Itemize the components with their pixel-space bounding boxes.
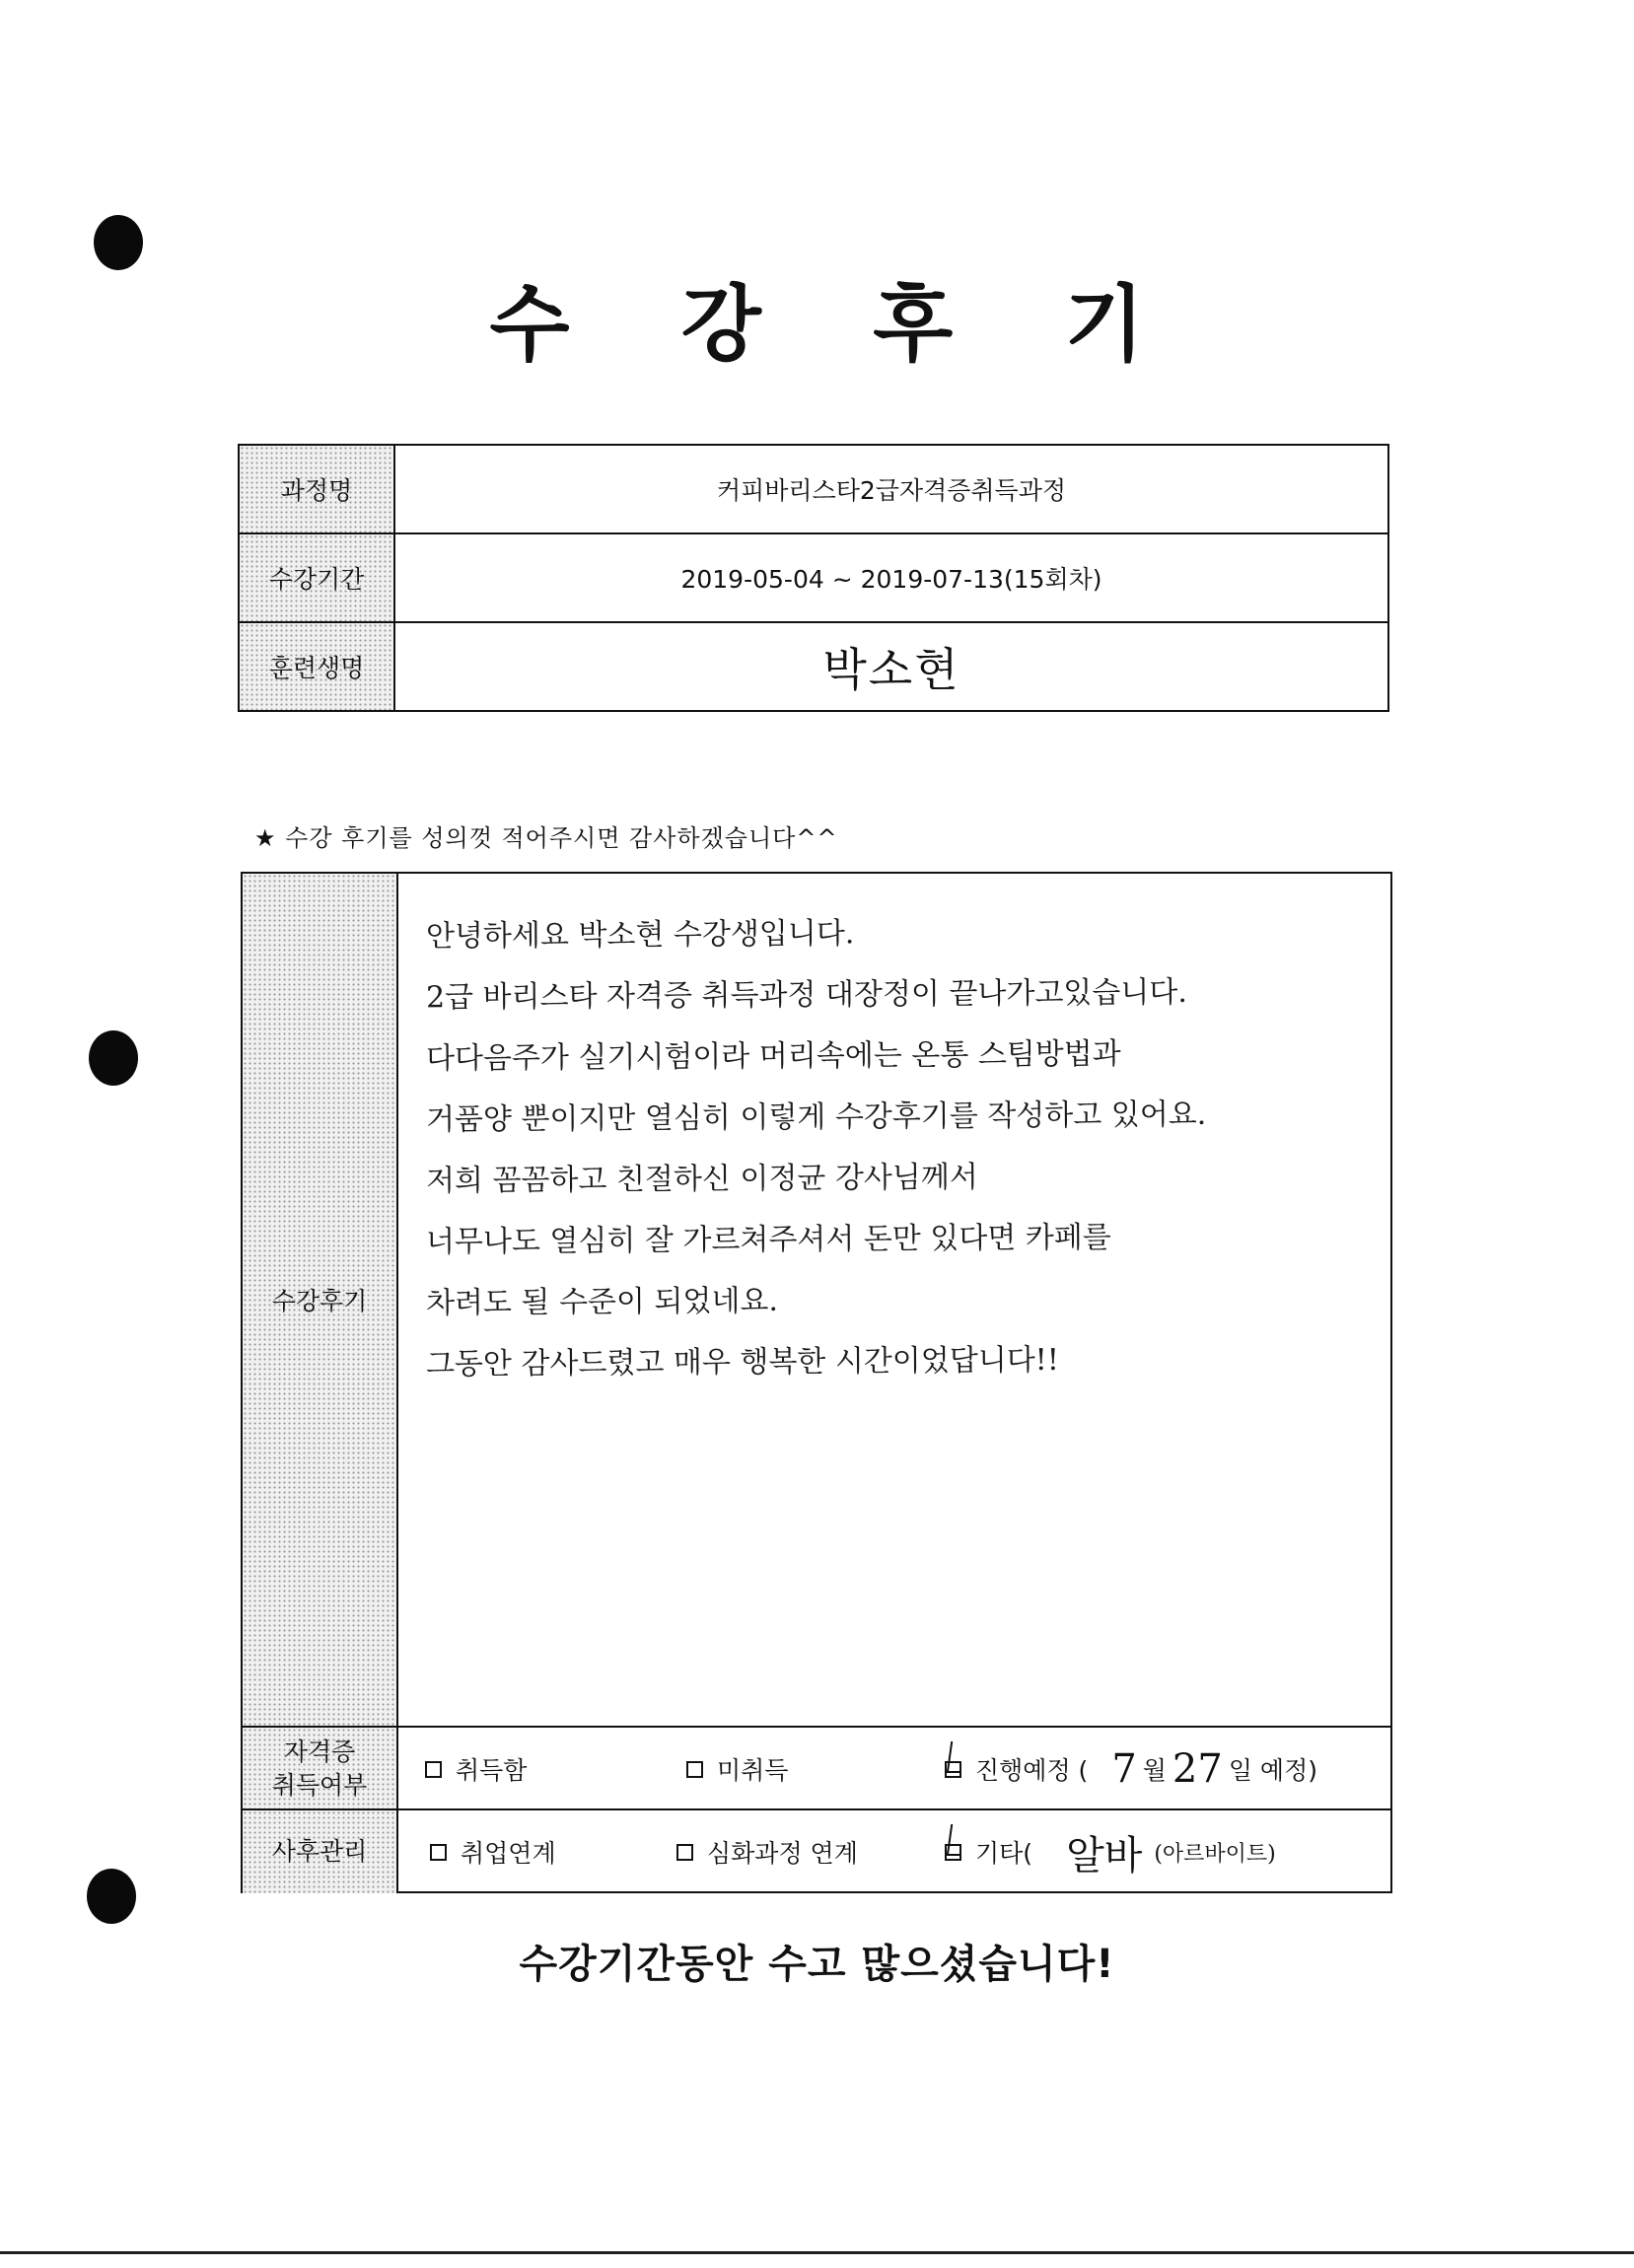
option-scheduled-label: 진행예정 (: [975, 1756, 1089, 1785]
scheduled-day: 27: [1172, 1746, 1223, 1792]
option-advanced-course-label: 심화과정 연계: [707, 1839, 858, 1868]
aftercare-row: [243, 1808, 1390, 1893]
course-name-row: [239, 445, 1388, 533]
page-title: 수 강 후 기: [489, 276, 1186, 373]
certificate-label-line: 취득여부: [271, 1771, 368, 1800]
punch-hole: [89, 1030, 138, 1086]
other-note: (아르바이트): [1154, 1841, 1276, 1867]
review-line: 다다음주가 실기시험이라 머리속에는 온통 스팀방법과: [425, 1036, 1121, 1077]
certificate-row: [243, 1726, 1390, 1810]
trainee-name-row: [239, 622, 1388, 711]
option-job-link-label: 취업연계: [461, 1839, 556, 1868]
review-line: 너무나도 열심히 잘 가르쳐주셔서 돈만 있다면 카페를: [425, 1220, 1111, 1260]
review-label: 수강후기: [243, 874, 398, 1726]
checkbox-icon[interactable]: [425, 1761, 442, 1778]
option-other-label: 기타(: [975, 1839, 1033, 1868]
checkbox-icon[interactable]: [676, 1844, 693, 1861]
option-not-acquired[interactable]: [686, 1728, 788, 1810]
option-not-acquired-label: 미취득: [717, 1756, 789, 1785]
option-acquired[interactable]: [425, 1728, 527, 1810]
month-unit: 월: [1142, 1756, 1167, 1785]
checkbox-checked-icon[interactable]: [945, 1761, 961, 1778]
checkbox-icon[interactable]: [686, 1761, 703, 1778]
punch-hole: [87, 1869, 136, 1924]
review-line: 차려도 될 수준이 되었네요.: [425, 1283, 779, 1321]
course-name-label: 과정명: [239, 445, 394, 533]
closing-message: 수강기간동안 수고 많으셨습니다!: [519, 1942, 1115, 1987]
course-info-table: [238, 444, 1389, 712]
course-name-value: 커피바리스타2급자격증취득과정: [394, 445, 1388, 533]
scheduled-month: 7: [1111, 1746, 1137, 1792]
review-line: 안녕하세요 박소현 수강생입니다.: [425, 916, 855, 955]
option-acquired-label: 취득함: [456, 1756, 528, 1785]
option-other[interactable]: [945, 1810, 1282, 1893]
option-scheduled[interactable]: [945, 1728, 1317, 1810]
review-line: 그동안 감사드렸고 매우 행복한 시간이었답니다!!: [425, 1342, 1059, 1382]
course-period-label: 수강기간: [239, 533, 394, 622]
other-value: 알바: [1066, 1832, 1143, 1878]
review-line: 2급 바리스타 자격증 취득과정 대장정이 끝나가고있습니다.: [425, 974, 1187, 1016]
option-job-link[interactable]: [430, 1810, 556, 1893]
course-period-row: [239, 533, 1388, 622]
course-period-value: 2019-05-04 ~ 2019-07-13(15회차): [394, 533, 1388, 622]
trainee-name-label: 훈련생명: [239, 622, 394, 711]
certificate-label: [243, 1728, 398, 1810]
review-text: [426, 903, 1373, 1392]
checkbox-icon[interactable]: [430, 1844, 447, 1861]
review-form: [241, 872, 1392, 1893]
review-line: 거품양 뿐이지만 열심히 이렇게 수강후기를 작성하고 있어요.: [425, 1097, 1207, 1138]
aftercare-label: 사후관리: [243, 1810, 398, 1893]
scan-edge-line: [0, 2251, 1634, 2254]
option-advanced-course[interactable]: [676, 1810, 858, 1893]
checkbox-checked-icon[interactable]: [945, 1844, 961, 1861]
trainee-name-value: 박소현: [394, 622, 1388, 711]
review-line: 저희 꼼꼼하고 친절하신 이정균 강사님께서: [425, 1160, 978, 1199]
certificate-label-line: 자격증: [283, 1737, 356, 1766]
review-notice: ★ 수강 후기를 성의껏 적어주시면 감사하겠습니다^^: [254, 824, 838, 852]
day-suffix: 일 예정): [1228, 1756, 1317, 1785]
